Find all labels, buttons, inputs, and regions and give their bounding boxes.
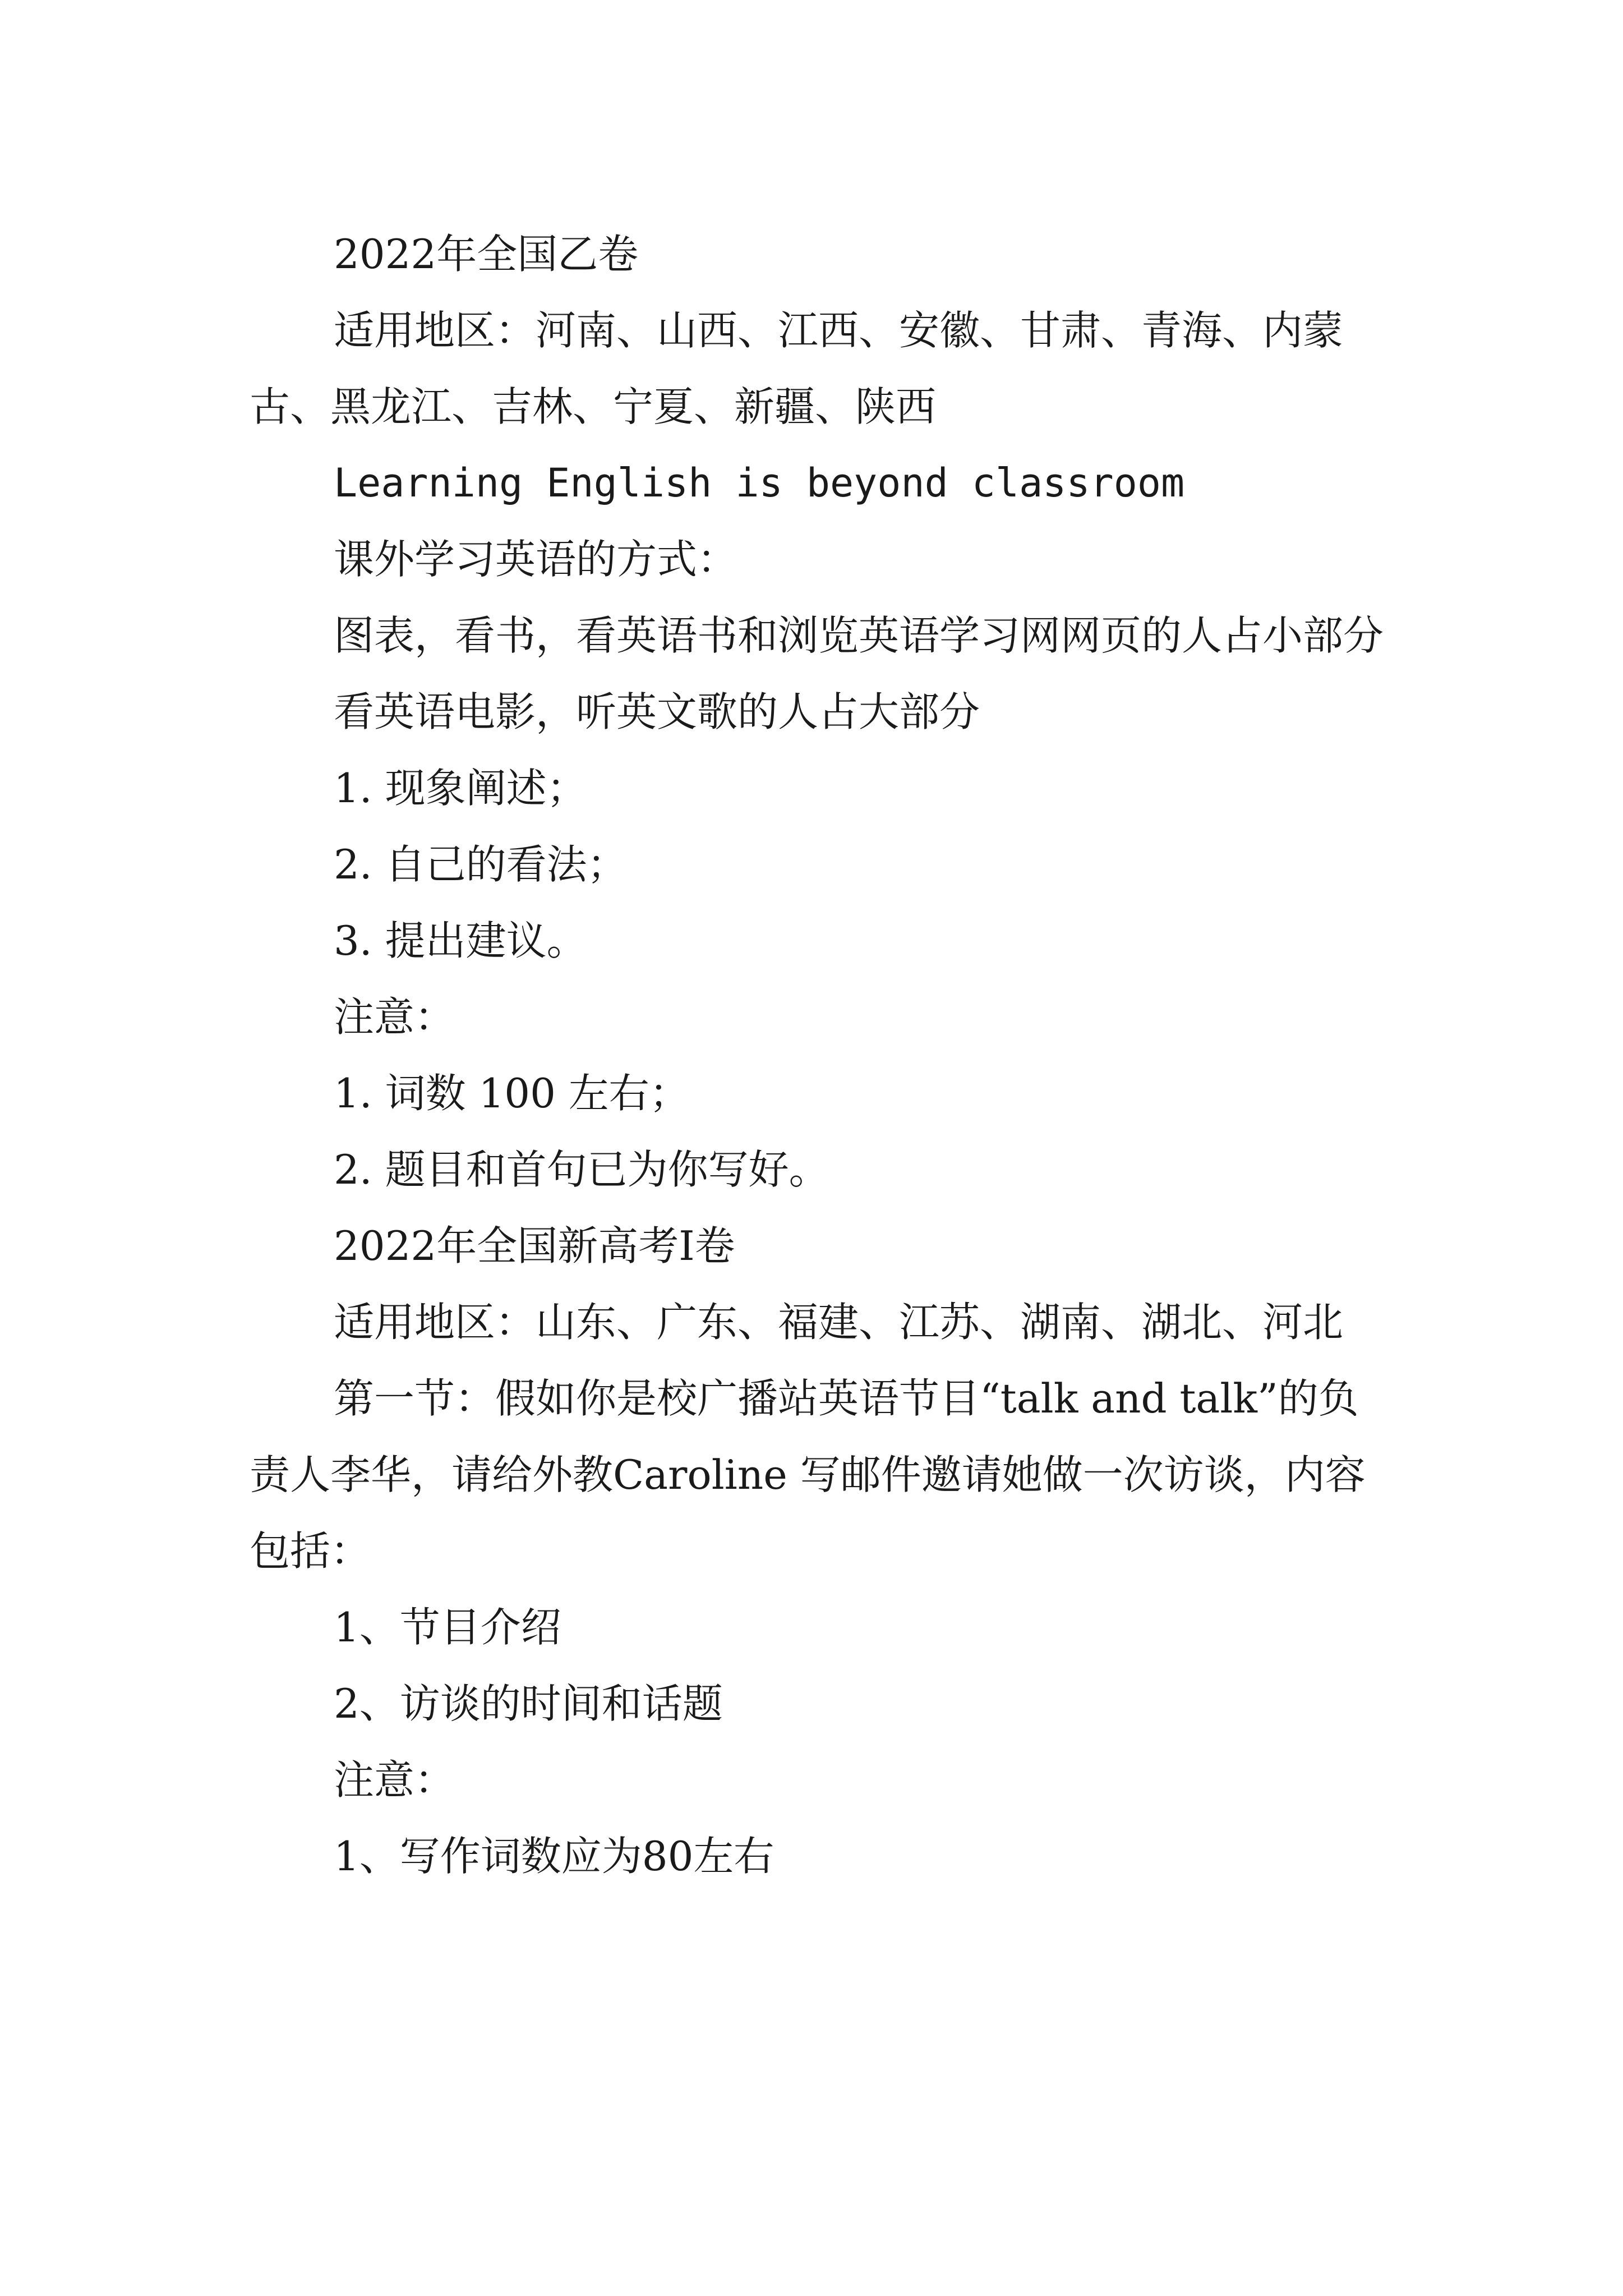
- notice-heading: 注意：: [334, 993, 455, 1041]
- content-item-1: 1、节目介绍: [334, 1604, 561, 1651]
- heading-2022-national-b: 2022年全国乙卷: [334, 231, 639, 278]
- essay-title: Learning English is beyond classroom: [334, 460, 1185, 506]
- notice-item-word-count: 1、写作词数应为80左右: [334, 1833, 774, 1880]
- section-one-prompt: 第一节：假如你是校广播站英语节目“talk and talk”的负责人李华，请给外教Caroline 写邮件邀请她做一次访谈，内容包括：: [250, 1375, 1366, 1575]
- chart-description-1: 图表，看书，看英语书和浏览英语学习网网页的人占小部分: [334, 612, 1384, 659]
- heading-2022-new-gaokao-1: 2022年全国新高考I卷: [334, 1222, 735, 1269]
- list-item-3: 3. 提出建议。: [334, 917, 587, 964]
- applicable-regions-b: 适用地区：河南、山西、江西、安徽、甘肃、青海、内蒙古、黑龙江、吉林、宁夏、新疆、陕西: [250, 307, 1344, 430]
- list-item-1: 1. 现象阐述；: [334, 765, 587, 812]
- notice-item-1: 1. 词数 100 左右；: [334, 1070, 690, 1117]
- content-item-2: 2、访谈的时间和话题: [334, 1680, 723, 1727]
- notice-item-2: 2. 题目和首句已为你写好。: [334, 1146, 829, 1193]
- notice-heading-2: 注意：: [334, 1756, 455, 1803]
- ways-heading: 课外学习英语的方式：: [334, 536, 738, 583]
- applicable-regions-1: 适用地区：山东、广东、福建、江苏、湖南、湖北、河北: [334, 1299, 1344, 1346]
- list-item-2: 2. 自己的看法；: [334, 841, 628, 888]
- document-body: [250, 216, 1394, 1894]
- chart-description-2: 看英语电影，听英文歌的人占大部分: [334, 688, 980, 735]
